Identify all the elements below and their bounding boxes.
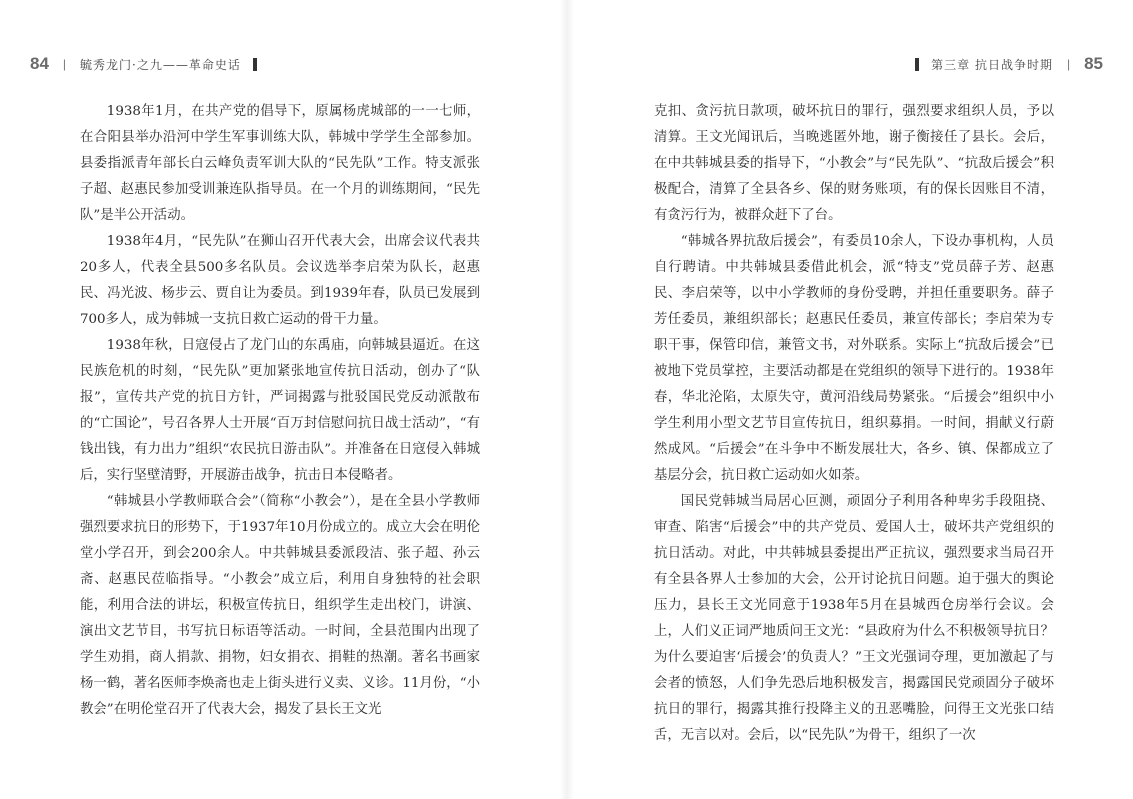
header-separator: | [1066, 57, 1071, 71]
paragraph-continuation: 克扣、贪污抗日款项，破坏抗日的罪行，强烈要求组织人员，予以清算。王文光闻讯后，当晚逃匿外地，谢子衡接任了县长。会后，在中共韩城县委的指导下，“小教会”与“民先队”、“抗敌后援会”积极配合，清算了全县各乡、保的财务账项，有的保长因账目不清，有贪污行为，被群众赶下了台。 [654, 104, 1054, 223]
right-page-number: 85 [1084, 54, 1103, 73]
header-separator: | [62, 57, 67, 71]
left-page-number: 84 [30, 54, 49, 73]
paragraph: 1938年1月，在共产党的倡导下，原属杨虎城部的一一七师，在合阳县举办沿河中学生军事训练大队，韩城中学学生全部参加。县委指派青年部长白云峰负责军训大队的“民先队”工作。特支派张子超、赵惠民参加受训兼连队指导员。在一个月的训练期间，“民先队”是半公开活动。 [80, 104, 480, 223]
book-gutter [560, 0, 574, 799]
paragraph: “韩城各界抗敌后援会”，有委员10余人，下设办事机构，人员自行聘请。中共韩城县委借此机会，派“特支”党员薛子芳、赵惠民、李启荣等，以中小学教师的身份受聘，并担任重要职务。薛子芳任委员，兼组织部长；赵惠民任委员，兼宣传部长；李启荣为专职干事，保管印信，兼管文书，对外联系。实际上“抗敌后援会”已被地下党员掌控，主要活动都是在党组织的领导下进行的。1938年春，华北沦陷，太原失守，黄河沿线局势紧张。“后援会”组织中小学生利用小型文艺节目宣传抗日，组织募捐。一时间，捐献义行蔚然成风。“后援会”在斗争中不断发展壮大，各乡、镇、保都成立了基层分会，抗日救亡运动如火如荼。 [654, 234, 1054, 483]
left-page-header [30, 52, 269, 76]
paragraph: “韩城县小学教师联合会”（简称“小教会”），是在全县小学教师强烈要求抗日的形势下，于1937年10月份成立的。成立大会在明伦堂小学召开，到会200余人。中共韩城县委派段洁、张子超、孙云斋、赵惠民莅临指导。“小教会”成立后，利用自身独特的社会职能，利用合法的讲坛，积极宣传抗日，组织学生走出校门，讲演、演出文艺节目，书写抗日标语等活动。一时间，全县范围内出现了学生劝捐，商人捐款、捐物，妇女捐衣、捐鞋的热潮。著名书画家杨一鹤，著名医师李焕斋也走上街头进行义卖、义诊。11月份，“小教会”在明伦堂召开了代表大会，揭发了县长王文光 [80, 494, 480, 717]
header-marker-icon [915, 58, 919, 71]
paragraph: 1938年4月，“民先队”在狮山召开代表大会，出席会议代表共20多人，代表全县500多名队员。会议选举李启荣为队长，赵惠民、冯光波、杨步云、贾自让为委员。到1939年春，队员已发展到700多人，成为韩城一支抗日救亡运动的骨干力量。 [80, 234, 480, 327]
right-page-header [903, 52, 1103, 76]
header-marker-icon [253, 58, 257, 71]
paragraph: 国民党韩城当局居心叵测，顽固分子利用各种卑劣手段阻挠、审查、陷害“后援会”中的共产党员、爱国人士，破坏共产党组织的抗日活动。对此，中共韩城县委提出严正抗议，强烈要求当局召开有全县各界人士参加的大会，公开讨论抗日问题。迫于强大的舆论压力，县长王文光同意于1938年5月在县城西仓房举行会议。会上，人们义正词严地质问王文光：“县政府为什么不积极领导抗日？为什么要迫害‘后援会’的负责人？”王文光强词夺理，更加激起了与会者的愤怒，人们争先恐后地积极发言，揭露国民党顽固分子破坏抗日的罪行，揭露其推行投降主义的丑恶嘴脸，问得王文光张口结舌，无言以对。会后，以“民先队”为骨干，组织了一次 [654, 494, 1054, 743]
left-header-title: 毓秀龙门·之九——革命史话 [80, 57, 241, 72]
left-page-body [80, 99, 480, 723]
right-page-body [654, 99, 1054, 749]
paragraph: 1938年秋，日寇侵占了龙门山的东禹庙，向韩城县逼近。在这民族危机的时刻，“民先队”更加紧张地宣传抗日活动，创办了“队报”，宣传共产党的抗日方针，严词揭露与批驳国民党反动派散布的“亡国论”，号召各界人士开展“百万封信慰问抗日战士活动”，“有钱出钱，有力出力”组织“农民抗日游击队”。并准备在日寇侵入韩城后，实行坚壁清野，开展游击战争，抗击日本侵略者。 [80, 338, 480, 483]
right-header-title: 第三章 抗日战争时期 [931, 57, 1053, 72]
